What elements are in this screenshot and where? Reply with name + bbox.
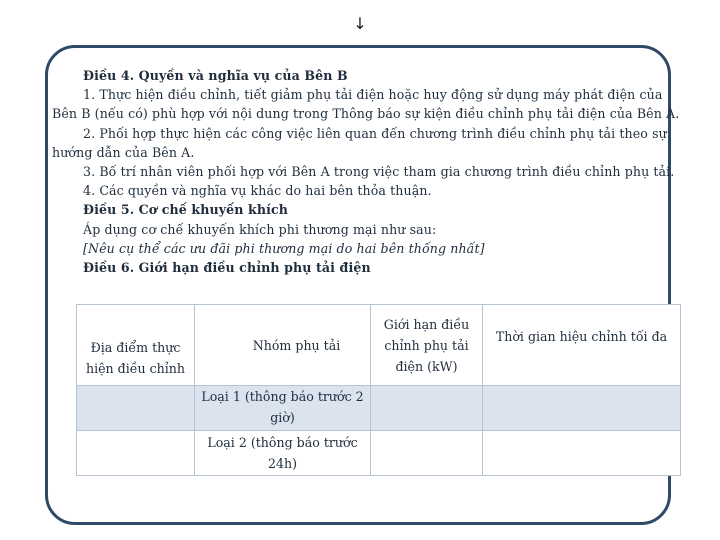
table-cell[interactable]: Loại 2 (thông báo trước 24h) [195,431,371,476]
table-cell[interactable]: Loại 1 (thông báo trước 2 giờ) [195,386,371,431]
table-cell[interactable] [371,386,483,431]
article-4-item-4: 4. Các quyền và nghĩa vụ khác do hai bên thỏa thuận. [83,183,432,199]
table-header-row [77,305,681,386]
article-4-item-1: 1. Thực hiện điều chỉnh, tiết giảm phụ tải điện hoặc huy động sử dụng máy phát điện của Bên B (nếu có) phù hợp với nội dung trong Thông báo sự kiện điều chỉnh phụ tải điện của Bên A. [52,87,680,122]
header-load-group: Nhóm phụ tải [195,305,371,386]
article-4-item-2: 2. Phối hợp thực hiện các công việc liên quan đến chương trình điều chỉnh phụ tải theo sự hướng dẫn của Bên A. [52,125,667,160]
header-location: Địa điểm thực hiện điều chỉnh [77,305,195,386]
table-cell[interactable] [371,431,483,476]
heading-article-4: Điều 4. Quyền và nghĩa vụ của Bên B [83,68,348,83]
article-5-placeholder: [Nêu cụ thể các ưu đãi phi thương mại do hai bên thống nhất] [83,240,485,256]
down-arrow-icon: ↓ [353,14,367,33]
document-body [52,66,682,277]
table-cell[interactable] [77,386,195,431]
header-limit-kw: Giới hạn điều chỉnh phụ tải điện (kW) [371,305,483,386]
table-cell[interactable] [77,431,195,476]
table-row [77,431,681,476]
table-row [77,386,681,431]
table-cell[interactable] [483,386,681,431]
load-limit-table [76,304,681,476]
header-max-time: Thời gian hiệu chỉnh tối đa [483,305,681,386]
heading-article-5: Điều 5. Cơ chế khuyến khích [83,202,289,218]
table-cell[interactable] [483,431,681,476]
heading-article-6: Điều 6. Giới hạn điều chỉnh phụ tải điện [83,260,371,276]
article-5-text: Áp dụng cơ chế khuyến khích phi thương mại như sau: [83,221,437,237]
article-4-item-3: 3. Bố trí nhân viên phối hợp với Bên A trong việc tham gia chương trình điều chỉnh phụ tải. [83,164,675,180]
